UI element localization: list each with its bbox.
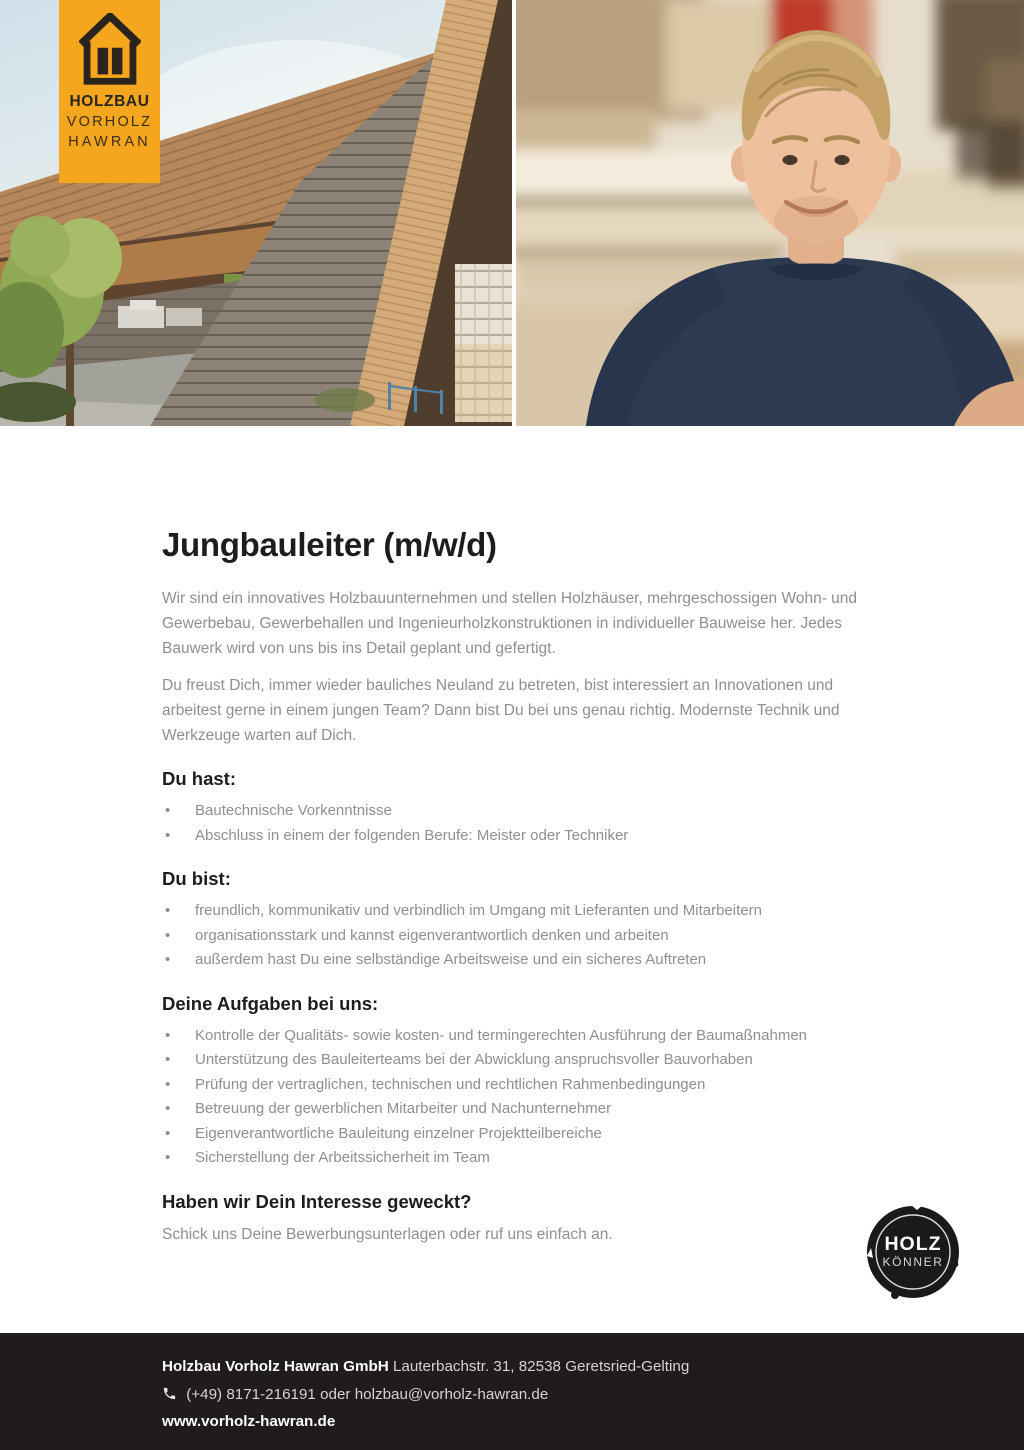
list-item: • Bautechnische Vorkenntnisse — [162, 799, 862, 824]
intro-paragraph-2: Du freust Dich, immer wieder bauliches Neuland zu betreten, bist interessiert an Innovationen und arbeitest gerne in einem jungen Team? Dann bist Du bei uns genau richtig. Modernste Technik und Werkzeuge warten auf Dich. — [162, 677, 840, 744]
section-du-bist — [162, 868, 862, 973]
list-item: • Kontrolle der Qualitäts- sowie kosten- und termingerechten Ausführung der Baumaßnahmen — [162, 1024, 862, 1049]
company-name: Holzbau Vorholz Hawran GmbH — [162, 1358, 389, 1375]
requirements-list — [162, 799, 862, 848]
phone-icon — [162, 1386, 177, 1401]
list-item: • Unterstützung des Bauleiterteams bei der Abwicklung anspruchsvoller Bauvorhaben — [162, 1048, 862, 1073]
section-cta — [162, 1191, 862, 1247]
phone-connector: oder — [320, 1385, 351, 1403]
website-url[interactable]: www.vorholz-hawran.de — [162, 1413, 336, 1430]
list-item: • Betreuung der gewerblichen Mitarbeiter und Nachunternehmer — [162, 1097, 862, 1122]
stamp-icon — [865, 1204, 961, 1300]
company-logo — [59, 0, 160, 183]
hero-photos — [0, 0, 1024, 426]
traits-list — [162, 899, 862, 973]
intro-paragraph-1: Wir sind ein innovatives Holzbauunternehmen und stellen Holzhäuser, mehrgeschossigen Wohn- und Gewerbebau, Gewerbehallen und Ingenieurholzkonstruktionen in individueller Bauweise her. Jedes Bauwerk wird von uns bis ins Detail geplant und gefertigt. — [162, 590, 858, 657]
footer-company-line — [162, 1353, 1024, 1381]
logo-line-3: HAWRAN — [68, 134, 151, 150]
phone-number: (+49) 8171-216191 — [186, 1385, 316, 1403]
logo-line-1: HOLZBAU — [69, 93, 150, 110]
list-item: • Abschluss in einem der folgenden Berufe: Meister oder Techniker — [162, 824, 862, 849]
email-address[interactable]: holzbau@vorholz-hawran.de — [354, 1385, 549, 1403]
house-icon — [79, 13, 141, 85]
list-item: • Eigenverantwortliche Bauleitung einzelner Projektteilbereiche — [162, 1122, 862, 1147]
footer-contact-line — [162, 1381, 1024, 1409]
section-heading: Du hast: — [162, 768, 236, 789]
list-item: • außerdem hast Du eine selbständige Arbeitsweise und ein sicheres Auftreten — [162, 948, 862, 973]
list-item: • organisationsstark und kannst eigenverantwortlich denken und arbeiten — [162, 924, 862, 949]
cta-heading: Haben wir Dein Interesse geweckt? — [162, 1190, 472, 1212]
list-item: • Prüfung der vertraglichen, technischen und rechtlichen Rahmenbedingungen — [162, 1073, 862, 1098]
portrait-photo-illustration — [516, 0, 1024, 426]
logo-line-2: VORHOLZ — [66, 114, 153, 130]
section-aufgaben — [162, 993, 862, 1171]
holz-koenner-badge — [865, 1204, 961, 1300]
portrait-photo — [516, 0, 1024, 426]
section-du-hast — [162, 768, 862, 848]
job-title: Jungbauleiter (m/w/d) — [162, 526, 497, 563]
cta-text: Schick uns Deine Bewerbungsunterlagen oder ruf uns einfach an. — [162, 1225, 613, 1243]
company-address: Lauterbachstr. 31, 82538 Geretsried-Gelting — [392, 1358, 690, 1375]
tasks-list — [162, 1024, 862, 1171]
list-item: • Sicherstellung der Arbeitssicherheit im Team — [162, 1146, 862, 1171]
job-posting-content — [0, 526, 1024, 1247]
section-heading: Deine Aufgaben bei uns: — [162, 992, 379, 1014]
footer — [0, 1333, 1024, 1450]
section-heading: Du bist: — [162, 868, 231, 889]
badge-line-2: KÖNNER — [882, 1255, 944, 1269]
logo-text — [67, 92, 153, 152]
list-item: • freundlich, kommunikativ und verbindlich im Umgang mit Lieferanten und Mitarbeitern — [162, 899, 862, 924]
badge-line-1: HOLZ — [884, 1233, 942, 1255]
